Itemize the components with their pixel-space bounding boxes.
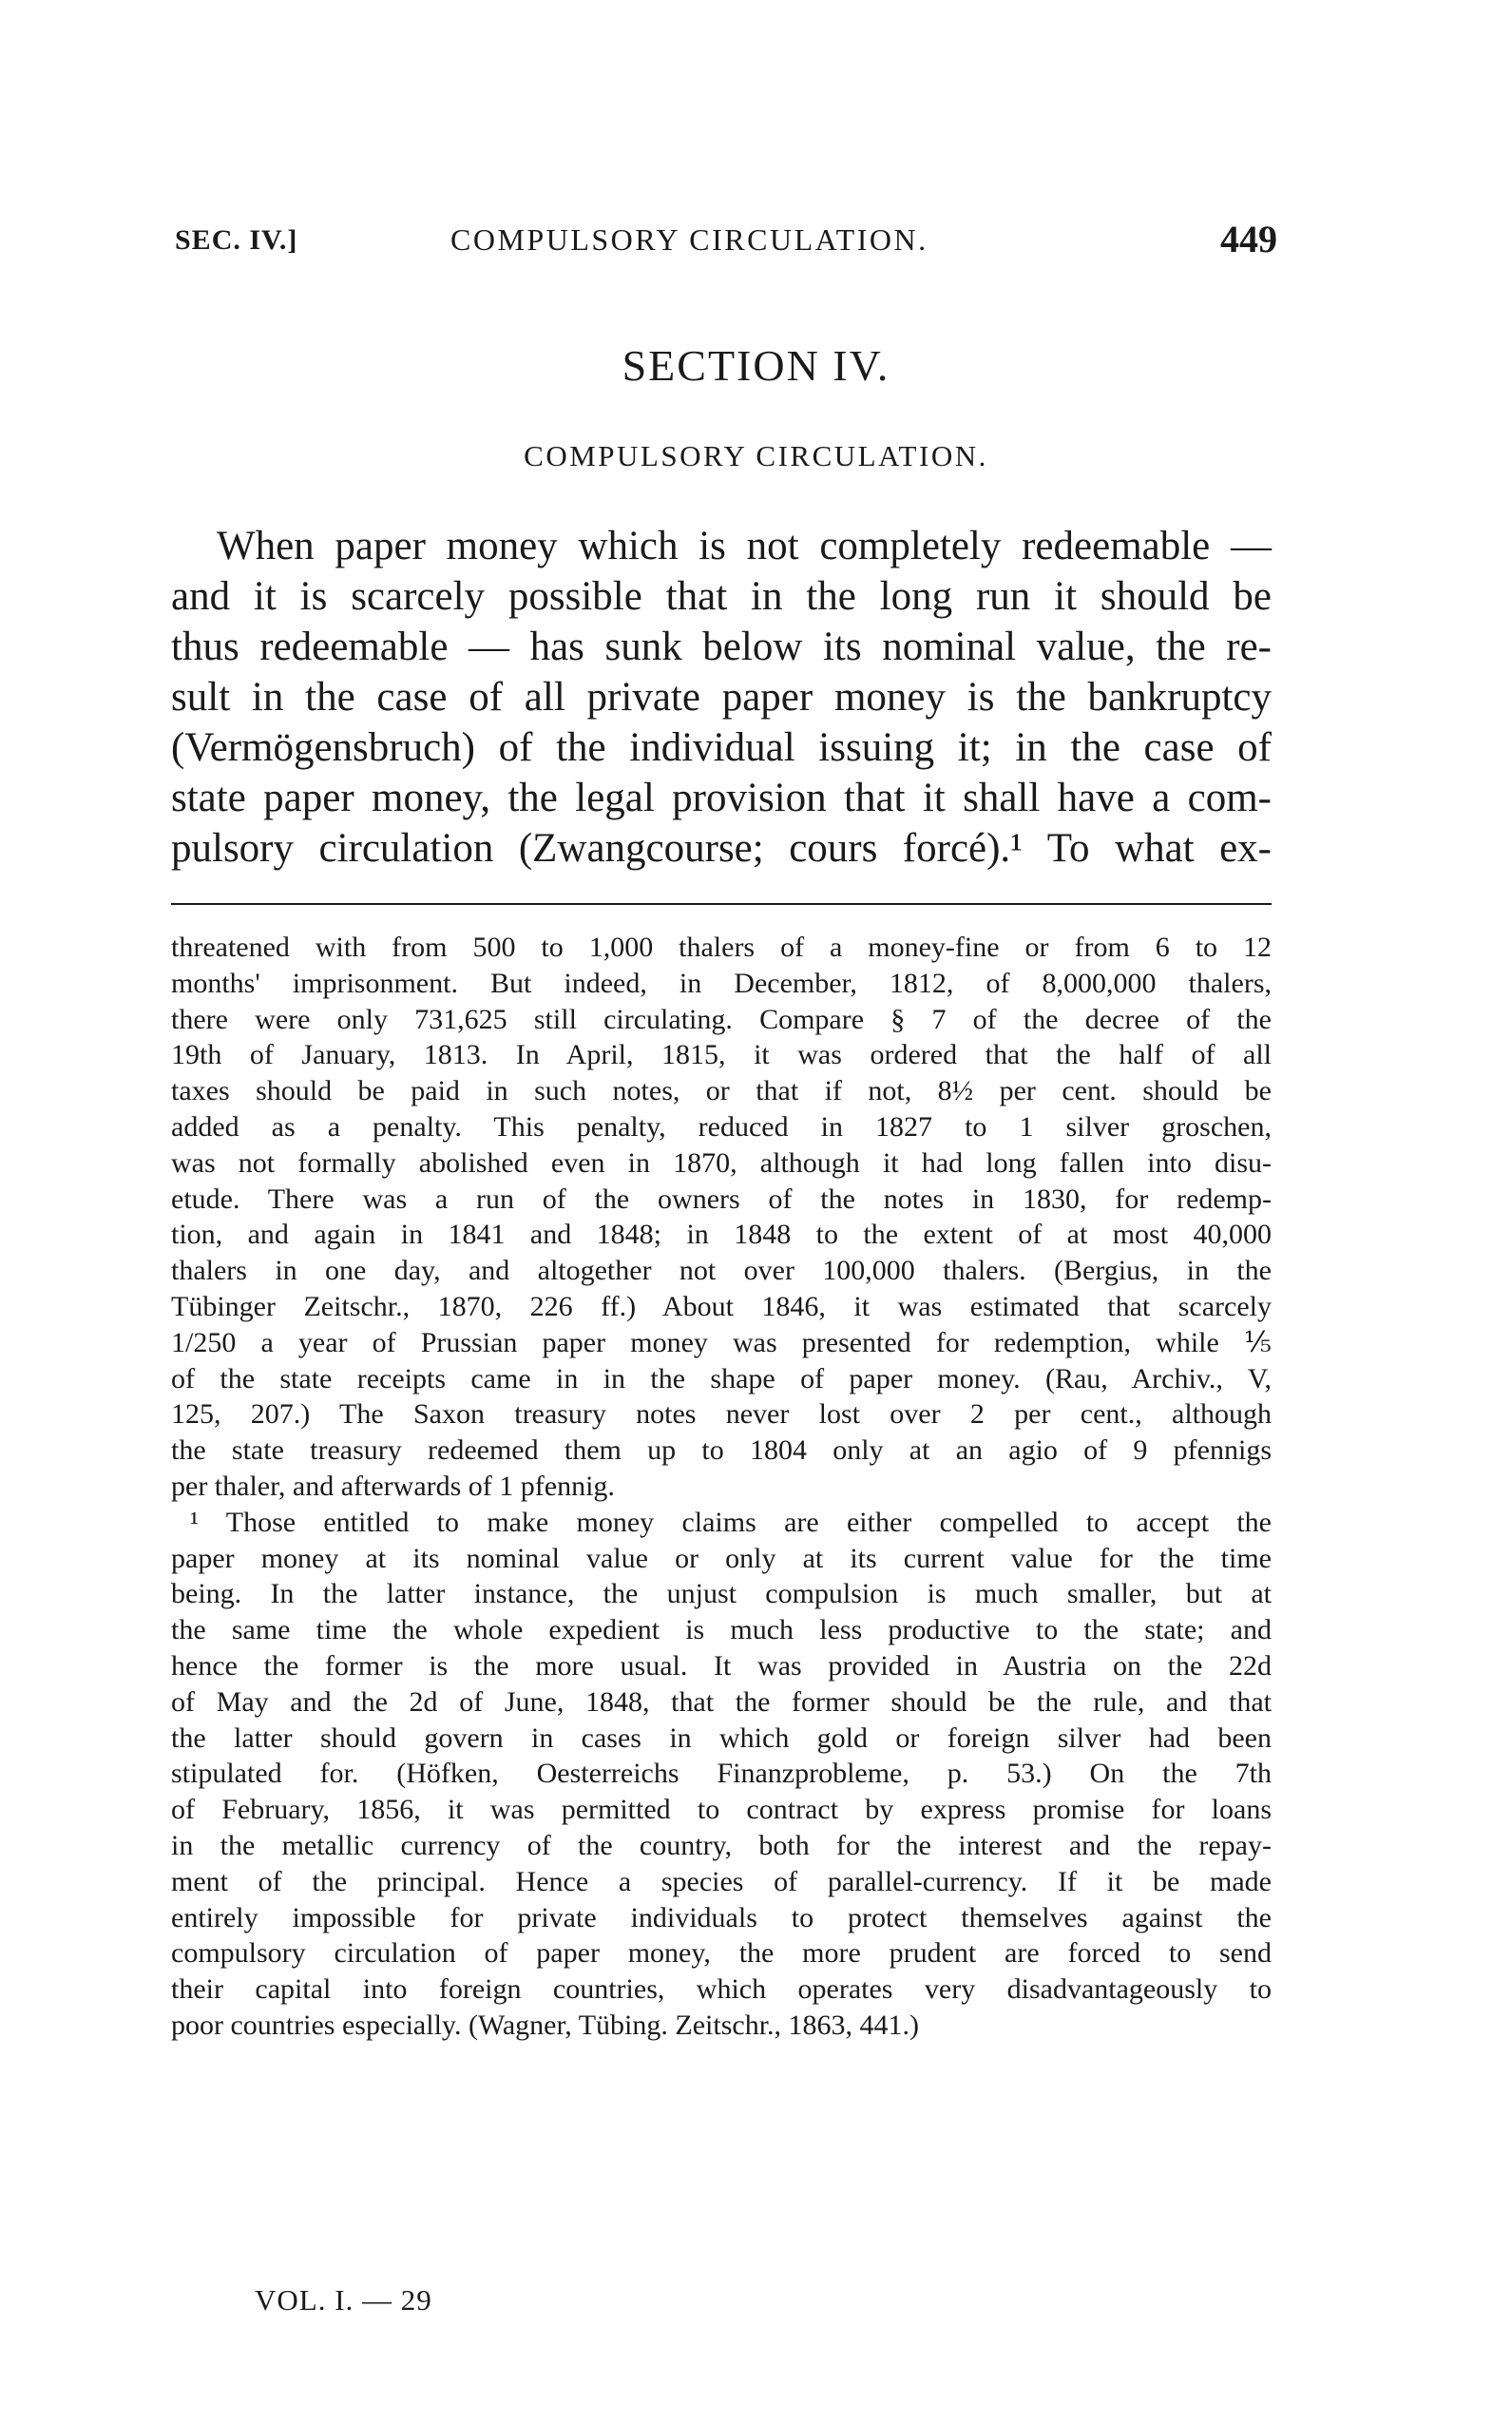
footnote-line: there were only 731,625 still circulating. Compare § 7 of the decree of the	[171, 1003, 1272, 1035]
section-heading: SECTION IV.	[622, 341, 890, 390]
footnote-line: added as a penalty. This penalty, reduced in 1827 to 1 silver groschen,	[171, 1110, 1272, 1143]
body-line: sult in the case of all private paper money is the bankruptcy	[171, 675, 1272, 720]
footnote-line: thalers in one day, and altogether not over 100,000 thalers. (Bergius, in the	[171, 1255, 1272, 1287]
footnote-line: their capital into foreign countries, which operates very disadvantageously to	[171, 1973, 1272, 2006]
section-subheading: COMPULSORY CIRCULATION.	[524, 439, 988, 472]
footnote-line: was not formally abolished even in 1870, although it had long fallen into disu-	[171, 1146, 1272, 1179]
footnote-line: poor countries especially. (Wagner, Tübing. Zeitschr., 1863, 441.)	[171, 2009, 920, 2041]
footnote-line: hence the former is the more usual. It was provided in Austria on the 22d	[171, 1649, 1272, 1682]
footnote-line: 19th of January, 1813. In April, 1815, it was ordered that the half of all	[171, 1039, 1272, 1071]
signature-mark: VOL. I. — 29	[255, 2283, 432, 2317]
body-line: and it is scarcely possible that in the long run it should be	[171, 574, 1272, 619]
body-line: thus redeemable — has sunk below its nominal value, the re-	[171, 625, 1272, 669]
footnote-line: etude. There was a run of the owners of the notes in 1830, for redemp-	[171, 1183, 1272, 1215]
running-head-section: SEC. IV.]	[175, 224, 298, 256]
footnote-line: entirely impossible for private individuals to protect themselves against the	[171, 1901, 1272, 1933]
footnote-line: per thaler, and afterwards of 1 pfennig.	[171, 1470, 615, 1502]
footnote-line: 125, 207.) The Saxon treasury notes never lost over 2 per cent., although	[171, 1398, 1272, 1431]
footnote-line: 1/250 a year of Prussian paper money was presented for redemption, while ⅕	[171, 1326, 1272, 1358]
footnote-line: the same time the whole expedient is much less productive to the state; and	[171, 1614, 1272, 1646]
footnote-line: taxes should be paid in such notes, or that if not, 8½ per cent. should be	[171, 1075, 1272, 1107]
footnote-line: threatened with from 500 to 1,000 thalers of a money-fine or from 6 to 12	[171, 932, 1272, 963]
body-line: pulsory circulation (Zwangcourse; cours forcé).¹ To what ex-	[171, 826, 1272, 871]
footnote-line: compulsory circulation of paper money, the more prudent are forced to send	[171, 1937, 1272, 1970]
body-line: state paper money, the legal provision that it shall have a com-	[171, 776, 1272, 820]
footnote-line: stipulated for. (Höfken, Oesterreichs Finanzprobleme, p. 53.) On the 7th	[171, 1758, 1272, 1790]
body-line: (Vermögensbruch) of the individual issuing it; in the case of	[171, 725, 1272, 770]
footnote-line: tion, and again in 1841 and 1848; in 1848 to the extent of at most 40,000	[171, 1219, 1272, 1251]
footnote-line: months' imprisonment. But indeed, in December, 1812, of 8,000,000 thalers,	[171, 967, 1272, 999]
running-head	[175, 217, 1277, 274]
footnote-line: the latter should govern in cases in which gold or foreign silver had been	[171, 1721, 1272, 1754]
body-line: When paper money which is not completely redeemable —	[217, 524, 1272, 568]
footnotes	[171, 930, 1272, 2044]
running-head-title: COMPULSORY CIRCULATION.	[450, 222, 928, 257]
footnote-line: paper money at its nominal value or only at its current value for the time	[171, 1542, 1272, 1574]
footnote-line: of February, 1856, it was permitted to contract by express promise for loans	[171, 1794, 1272, 1826]
footnote-divider	[171, 903, 1272, 905]
page-number: 449	[1220, 218, 1277, 260]
footnote-line: the state treasury redeemed them up to 1804 only at an agio of 9 pfennigs	[171, 1434, 1272, 1467]
footnote-line: being. In the latter instance, the unjust compulsion is much smaller, but at	[171, 1578, 1272, 1610]
footnote-line: ment of the principal. Hence a species of parallel-currency. If it be made	[171, 1865, 1272, 1897]
footnote-line: Tübinger Zeitschr., 1870, 226 ff.) About 1846, it was estimated that scarcely	[171, 1290, 1272, 1322]
body-paragraph	[171, 521, 1272, 874]
footnote-line: of May and the 2d of June, 1848, that the former should be the rule, and that	[171, 1685, 1272, 1718]
footnote-line: of the state receipts came in in the shape of paper money. (Rau, Archiv., V,	[171, 1362, 1272, 1394]
footnote-line: in the metallic currency of the country, both for the interest and the repay-	[171, 1829, 1272, 1861]
footnote-line: ¹ Those entitled to make money claims are either compelled to accept the	[190, 1506, 1272, 1538]
